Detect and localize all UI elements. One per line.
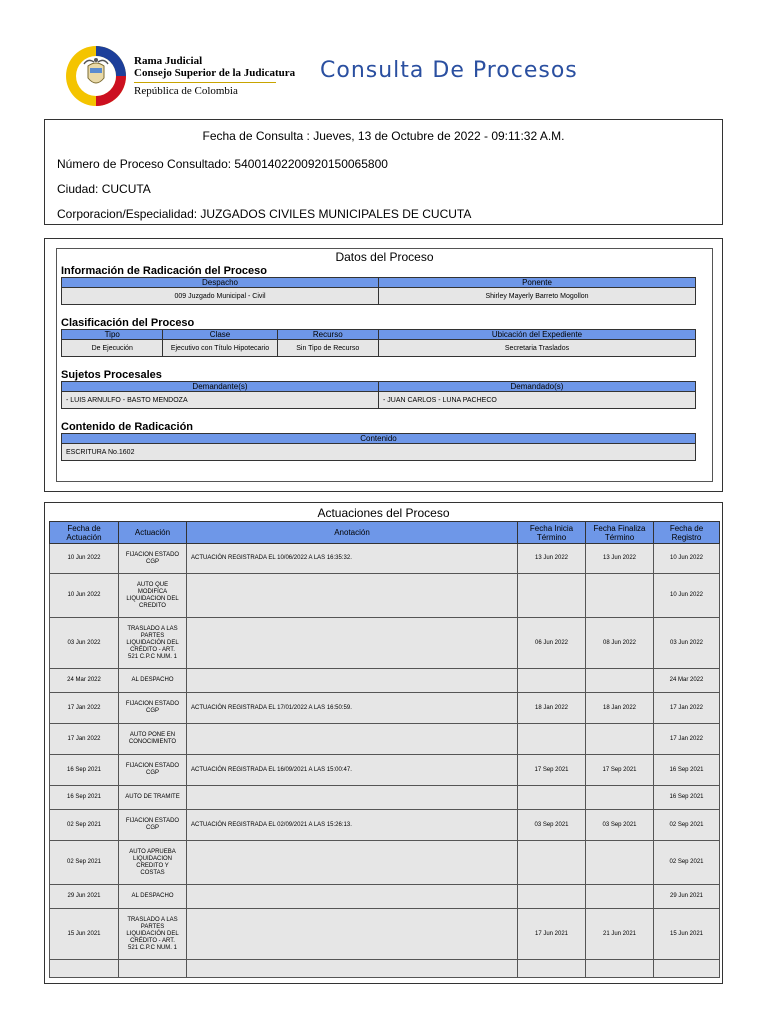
ponente-value: Shirley Mayerly Barreto Mogollon: [379, 288, 696, 305]
fecha-inicia-cell: [518, 574, 586, 618]
fecha-registro-cell: 10 Jun 2022: [654, 544, 720, 574]
anotacion-cell: [187, 574, 518, 618]
fecha-inicia-cell: 17 Sep 2021: [518, 755, 586, 786]
anotacion-cell: [187, 669, 518, 693]
radicacion-heading: Información de Radicación del Proceso: [61, 265, 267, 277]
fecha-actuacion-cell: 17 Jan 2022: [50, 724, 119, 755]
fecha-registro-cell: 24 Mar 2022: [654, 669, 720, 693]
clasificacion-table: [61, 329, 696, 357]
fecha-finaliza-cell: [586, 669, 654, 693]
clasificacion-heading: Clasificación del Proceso: [61, 317, 195, 329]
fecha-consulta: Fecha de Consulta : Jueves, 13 de Octubre de 2022 - 09:11:32 A.M.: [202, 129, 565, 143]
fecha-registro-cell: 29 Jun 2021: [654, 885, 720, 909]
anotacion-cell: ACTUACIÓN REGISTRADA EL 10/06/2022 A LAS 16:35:32.: [187, 544, 518, 574]
fecha-finaliza-cell: 13 Jun 2022: [586, 544, 654, 574]
anotacion-cell: [187, 909, 518, 960]
fecha-actuacion-cell: 02 Sep 2021: [50, 841, 119, 885]
fecha-registro-cell: 02 Sep 2021: [654, 810, 720, 841]
col-anotacion: Anotación: [187, 522, 518, 544]
fecha-inicia-cell: 17 Jun 2021: [518, 909, 586, 960]
table-row: [50, 909, 720, 960]
recurso-value: Sin Tipo de Recurso: [277, 340, 378, 357]
col-actuacion: Actuación: [119, 522, 187, 544]
fecha-actuacion-cell: 10 Jun 2022: [50, 574, 119, 618]
actuacion-cell: AL DESPACHO: [119, 885, 187, 909]
anotacion-cell: ACTUACIÓN REGISTRADA EL 02/09/2021 A LAS 15:26:13.: [187, 810, 518, 841]
fecha-actuacion-cell: 02 Sep 2021: [50, 810, 119, 841]
demandado-value: - JUAN CARLOS - LUNA PACHECO: [379, 392, 696, 409]
fecha-finaliza-cell: 21 Jun 2021: [586, 909, 654, 960]
fecha-actuacion-cell: [50, 960, 119, 978]
anotacion-cell: [187, 960, 518, 978]
org-line-3: República de Colombia: [134, 85, 238, 97]
anotacion-cell: ACTUACIÓN REGISTRADA EL 17/01/2022 A LAS 16:50:59.: [187, 693, 518, 724]
org-divider: [134, 82, 276, 83]
table-row: [50, 544, 720, 574]
actuacion-cell: FIJACION ESTADO CGP: [119, 544, 187, 574]
table-row: [50, 841, 720, 885]
col-demandante: Demandante(s): [62, 382, 379, 392]
fecha-actuacion-cell: 16 Sep 2021: [50, 786, 119, 810]
fecha-finaliza-cell: 03 Sep 2021: [586, 810, 654, 841]
fecha-registro-cell: 02 Sep 2021: [654, 841, 720, 885]
actuacion-cell: AUTO PONE EN CONOCIMIENTO: [119, 724, 187, 755]
col-demandado: Demandado(s): [379, 382, 696, 392]
anotacion-cell: [187, 618, 518, 669]
actuaciones-box: [44, 502, 723, 984]
table-row: [50, 960, 720, 978]
col-tipo: Tipo: [62, 330, 163, 340]
actuacion-cell: AUTO QUE MODIFICA LIQUIDACION DEL CREDITO: [119, 574, 187, 618]
actuacion-cell: AUTO APRUEBA LIQUIDACION CREDITO Y COSTAS: [119, 841, 187, 885]
sujetos-table: [61, 381, 696, 409]
actuaciones-rows: [50, 544, 720, 978]
col-ponente: Ponente: [379, 278, 696, 288]
actuacion-cell: FIJACION ESTADO CGP: [119, 810, 187, 841]
fecha-finaliza-cell: [586, 841, 654, 885]
radicacion-table: [61, 277, 696, 305]
numero-proceso: Número de Proceso Consultado: 54001402200920150065800: [57, 157, 388, 171]
actuaciones-table: [49, 521, 720, 978]
corporacion-especialidad: Corporacion/Especialidad: JUZGADOS CIVILES MUNICIPALES DE CUCUTA: [57, 207, 472, 221]
table-row: [50, 618, 720, 669]
fecha-actuacion-cell: 29 Jun 2021: [50, 885, 119, 909]
col-fecha-inicia: Fecha Inicia Término: [518, 522, 586, 544]
fecha-inicia-cell: 18 Jan 2022: [518, 693, 586, 724]
fecha-inicia-cell: 03 Sep 2021: [518, 810, 586, 841]
fecha-registro-cell: 15 Jun 2021: [654, 909, 720, 960]
fecha-registro-cell: 10 Jun 2022: [654, 574, 720, 618]
table-row: [50, 885, 720, 909]
table-row: [50, 693, 720, 724]
anotacion-cell: [187, 724, 518, 755]
fecha-registro-cell: [654, 960, 720, 978]
fecha-actuacion-cell: 10 Jun 2022: [50, 544, 119, 574]
fecha-actuacion-cell: 03 Jun 2022: [50, 618, 119, 669]
table-row: [50, 724, 720, 755]
fecha-registro-cell: 16 Sep 2021: [654, 755, 720, 786]
actuacion-cell: FIJACION ESTADO CGP: [119, 693, 187, 724]
table-row: [50, 574, 720, 618]
contenido-heading: Contenido de Radicación: [61, 421, 194, 433]
actuacion-cell: [119, 960, 187, 978]
contenido-value: ESCRITURA No.1602: [62, 444, 696, 461]
actuacion-cell: TRASLADO A LAS PARTES LIQUIDACIÓN DEL CRÉDITO - ART. 521 C.P.C NUM. 1: [119, 618, 187, 669]
organization-name: [134, 56, 295, 97]
anotacion-cell: ACTUACIÓN REGISTRADA EL 16/09/2021 A LAS 15:00:47.: [187, 755, 518, 786]
ubicacion-value: Secretaria Traslados: [378, 340, 695, 357]
fecha-finaliza-cell: [586, 724, 654, 755]
col-contenido: Contenido: [62, 434, 696, 444]
fecha-inicia-cell: [518, 960, 586, 978]
fecha-finaliza-cell: [586, 574, 654, 618]
consulta-info-box: [44, 119, 723, 225]
app-title: Consulta De Procesos: [320, 58, 578, 83]
datos-proceso-box: [44, 238, 723, 492]
actuaciones-title: Actuaciones del Proceso: [317, 506, 450, 520]
fecha-inicia-cell: [518, 786, 586, 810]
fecha-inicia-cell: 13 Jun 2022: [518, 544, 586, 574]
table-row: [50, 810, 720, 841]
colombia-seal-icon: [64, 44, 128, 108]
actuacion-cell: FIJACION ESTADO CGP: [119, 755, 187, 786]
fecha-registro-cell: 03 Jun 2022: [654, 618, 720, 669]
table-row: [50, 669, 720, 693]
fecha-actuacion-cell: 15 Jun 2021: [50, 909, 119, 960]
fecha-finaliza-cell: 17 Sep 2021: [586, 755, 654, 786]
fecha-finaliza-cell: 18 Jan 2022: [586, 693, 654, 724]
fecha-inicia-cell: [518, 669, 586, 693]
fecha-registro-cell: 17 Jan 2022: [654, 693, 720, 724]
fecha-finaliza-cell: [586, 885, 654, 909]
despacho-value: 009 Juzgado Municipal - Civil: [62, 288, 379, 305]
col-fecha-registro: Fecha de Registro: [654, 522, 720, 544]
col-clase: Clase: [163, 330, 277, 340]
ciudad: Ciudad: CUCUTA: [57, 182, 151, 196]
fecha-actuacion-cell: 16 Sep 2021: [50, 755, 119, 786]
contenido-table: [61, 433, 696, 461]
fecha-inicia-cell: 06 Jun 2022: [518, 618, 586, 669]
org-line-1: Rama Judicial: [134, 55, 203, 67]
anotacion-cell: [187, 786, 518, 810]
tipo-value: De Ejecución: [62, 340, 163, 357]
col-ubicacion: Ubicación del Expediente: [378, 330, 695, 340]
anotacion-cell: [187, 885, 518, 909]
fecha-inicia-cell: [518, 841, 586, 885]
table-row: [50, 755, 720, 786]
actuacion-cell: AL DESPACHO: [119, 669, 187, 693]
datos-proceso-panel: [56, 248, 713, 482]
org-line-2: Consejo Superior de la Judicatura: [134, 67, 296, 79]
clase-value: Ejecutivo con Título Hipotecario: [163, 340, 277, 357]
page-header: [0, 0, 768, 112]
fecha-registro-cell: 17 Jan 2022: [654, 724, 720, 755]
fecha-finaliza-cell: [586, 786, 654, 810]
demandante-value: - LUIS ARNULFO - BASTO MENDOZA: [62, 392, 379, 409]
table-row: [50, 786, 720, 810]
fecha-inicia-cell: [518, 885, 586, 909]
fecha-actuacion-cell: 17 Jan 2022: [50, 693, 119, 724]
fecha-finaliza-cell: [586, 960, 654, 978]
sujetos-heading: Sujetos Procesales: [61, 369, 162, 381]
fecha-actuacion-cell: 24 Mar 2022: [50, 669, 119, 693]
col-recurso: Recurso: [277, 330, 378, 340]
fecha-registro-cell: 16 Sep 2021: [654, 786, 720, 810]
anotacion-cell: [187, 841, 518, 885]
col-fecha-actuacion: Fecha de Actuación: [50, 522, 119, 544]
actuacion-cell: AUTO DE TRAMITE: [119, 786, 187, 810]
fecha-inicia-cell: [518, 724, 586, 755]
datos-proceso-title: Datos del Proceso: [335, 250, 434, 264]
actuacion-cell: TRASLADO A LAS PARTES LIQUIDACIÓN DEL CRÉDITO - ART. 521 C.P.C NUM. 1: [119, 909, 187, 960]
col-fecha-finaliza: Fecha Finaliza Término: [586, 522, 654, 544]
col-despacho: Despacho: [62, 278, 379, 288]
fecha-finaliza-cell: 08 Jun 2022: [586, 618, 654, 669]
